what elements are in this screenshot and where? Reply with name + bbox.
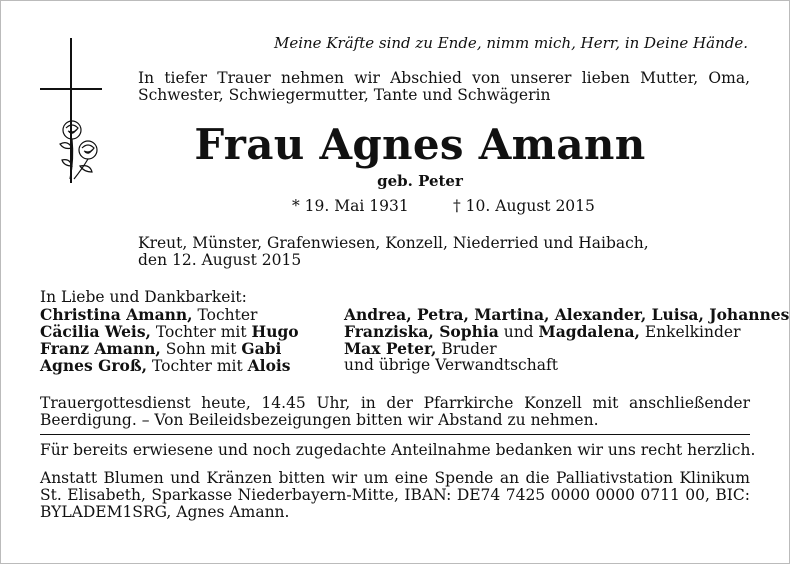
motto: Meine Kräfte sind zu Ende, nimm mich, Herr, in Deine Hände.	[273, 34, 748, 52]
place-line-1: Kreut, Münster, Grafenwiesen, Konzell, Niederried und Haibach,	[138, 234, 649, 252]
mourners-heading: In Liebe und Dankbarkeit:	[40, 288, 247, 306]
place-line-2: den 12. August 2015	[138, 251, 302, 269]
mourner-left-2: Cäcilia Weis, Tochter mit Hugo	[40, 322, 299, 341]
deceased-name: Frau Agnes Amann	[194, 120, 646, 169]
mourner-left-1: Christina Amann, Tochter	[40, 305, 258, 324]
cross-bar	[40, 88, 102, 90]
mourner-right-2: Franziska, Sophia und Magdalena, Enkelkinder	[344, 322, 741, 341]
intro-text: In tiefer Trauer nehmen wir Abschied von unserer lieben Mutter, Oma, Schwester, Schwiegermutter, Tante und Schwägerin	[138, 69, 750, 104]
mourner-left-4: Agnes Groß, Tochter mit Alois	[40, 356, 291, 375]
donation-text: Anstatt Blumen und Kränzen bitten wir um eine Spende an die Palliativstation Klinikum St. Elisabeth, Sparkasse Niederbayern-Mitte, IBAN: DE74 7425 0000 0000 0711 00, BIC: BYLADEM1SRG, Agnes Amann.	[40, 469, 750, 521]
divider	[40, 434, 750, 435]
service-text: Trauergottesdienst heute, 14.45 Uhr, in der Pfarrkirche Konzell mit anschließender Beerdigung. – Von Beileidsbezeigungen bitten wir Abstand zu nehmen.	[40, 394, 750, 429]
mourner-right-3: Max Peter, Bruder	[344, 339, 497, 358]
death-date: † 10. August 2015	[453, 197, 595, 215]
birth-name: geb. Peter	[377, 172, 463, 190]
birth-date: * 19. Mai 1931	[292, 197, 409, 215]
thanks-text: Für bereits erwiesene und noch zugedachte Anteilnahme bedanken wir uns recht herzlich.	[40, 441, 756, 459]
mourner-right-4: und übrige Verwandtschaft	[344, 356, 558, 374]
mourner-right-1: Andrea, Petra, Martina, Alexander, Luisa, Johannes	[344, 305, 790, 324]
mourner-left-3: Franz Amann, Sohn mit Gabi	[40, 339, 282, 358]
